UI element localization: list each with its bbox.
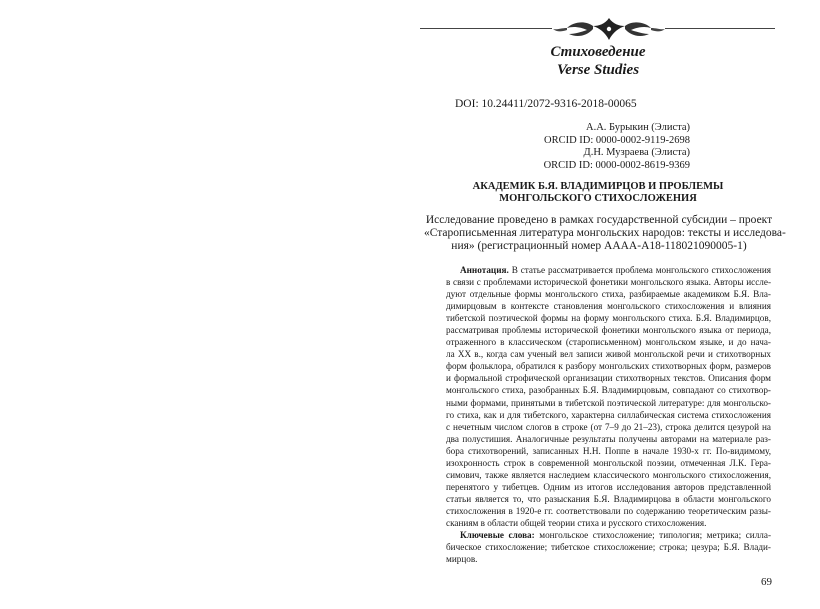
abstract-line: симович, также является наследием классического монгольского стихосложения, [446,469,771,480]
article-title-line: АКАДЕМИК Б.Я. ВЛАДИМИРЦОВ И ПРОБЛЕМЫ [472,181,724,192]
abstract-line: монгольского стиха, разобранных Б.Я. Владимирцовым, совпадают со стихотвор- [446,385,771,396]
article-title [430,181,766,205]
ornament-rule-left [420,28,552,29]
abstract-line: бора стихотворений, записанных Н.Н. Поппе в начале 1930-х гг. По-видимому, [446,445,771,456]
abstract [446,264,771,565]
abstract-line: дуют отдельные формы монгольского стиха, разбираемые академиком Б.Я. Вла- [446,289,771,300]
abstract-line: два полустишия. Аналогичные результаты получены авторами на материале раз- [446,433,771,444]
section-title-en: Verse Studies [556,62,640,78]
author-orcid: ORCID ID: 0000-0002-8619-9369 [543,159,690,171]
authors-block [420,122,690,172]
abstract-line: форм фольклора, обратился к разбору монгольских стихотворных форм, размеров [446,361,771,372]
author-orcid: ORCID ID: 0000-0002-9119-2698 [543,134,690,146]
keywords-line: бическое стихосложение; тибетское стихосложение; строка; цезура; Б.Я. Влади- [446,542,771,553]
abstract-line: изохронность строк в современной монгольской поэзии, отмеченная Л.К. Гера- [446,457,771,468]
section-title-ru: Стиховедение [550,44,646,60]
keywords-text: монгольское стихосложение; типология; метрика; силла- [534,530,771,541]
abstract-line: и формальной строфической организации стихотворных текстов. Описания форм [446,373,771,384]
abstract-text: В статье рассматривается проблема монгольского стихосложения [508,265,771,275]
keywords-line: мирцов. [446,554,478,565]
article-title-line: МОНГОЛЬСКОГО СТИХОСЛОЖЕНИЯ [499,193,697,204]
abstract-first-line [446,264,771,276]
abstract-line: отраженного в классическом (старописьменном) монгольском языке, и до нача- [446,337,771,348]
abstract-line: тибетской поэтической формы на форму монгольского стиха. Б.Я. Владимирцов, [446,313,771,324]
abstract-line: стихосложения в 1920-е гг. соответствовали по содержанию теоретическим разы- [446,505,771,516]
abstract-line: го стиха, как и для тибетского, характерна силлабическая система стихосложения [446,409,771,420]
abstract-line: в связи с проблемами исторической фонетики монгольского языка. Авторы иссле- [446,277,771,288]
funding-note [424,214,786,253]
abstract-label: Аннотация. [460,265,509,275]
abstract-line: статьи является то, что разыскания Б.Я. Владимирцова в области монгольского [446,493,771,504]
author-name: А.А. Бурыкин (Элиста) [585,122,690,133]
abstract-line: с нечетным числом слогов в строке (от 7–9 до 21–23), строка делится цезурой на [446,421,771,432]
ornament-rule-right [665,28,775,29]
funding-line: Исследование проведено в рамках государственной субсидии – проект [425,214,773,226]
page-number: 69 [761,576,772,588]
funding-line: ния» (регистрационный номер АААА-А18-118021090005-1) [451,240,747,252]
abstract-line: димирцовым в контексте становления монгольского стихосложения и влияния [446,301,771,312]
abstract-line: сканиям в области общей теории стиха и русского стихосложения. [446,517,707,528]
author-name: Д.Н. Музраева (Элиста) [583,147,690,158]
header-ornament [553,16,665,42]
abstract-line: рассматривая проблемы исторической фонетики монгольского языка от периода, [446,325,771,336]
funding-line: «Старописьменная литература монгольских народов: тексты и исследова- [424,227,786,239]
abstract-line: ла XX в., когда сам ученый вел записи живой монгольской речи и стихотворных [446,349,771,360]
keywords-first-line [446,529,771,541]
doi: DOI: 10.24411/2072-9316-2018-00065 [455,98,637,110]
abstract-line: ными формами, принятыми в тибетской поэтической литературе: для монгольско- [446,397,771,408]
keywords-label: Ключевые слова: [460,530,535,541]
abstract-line: перенятого у тибетцев. Одним из итогов исследования авторов представленной [446,481,771,492]
